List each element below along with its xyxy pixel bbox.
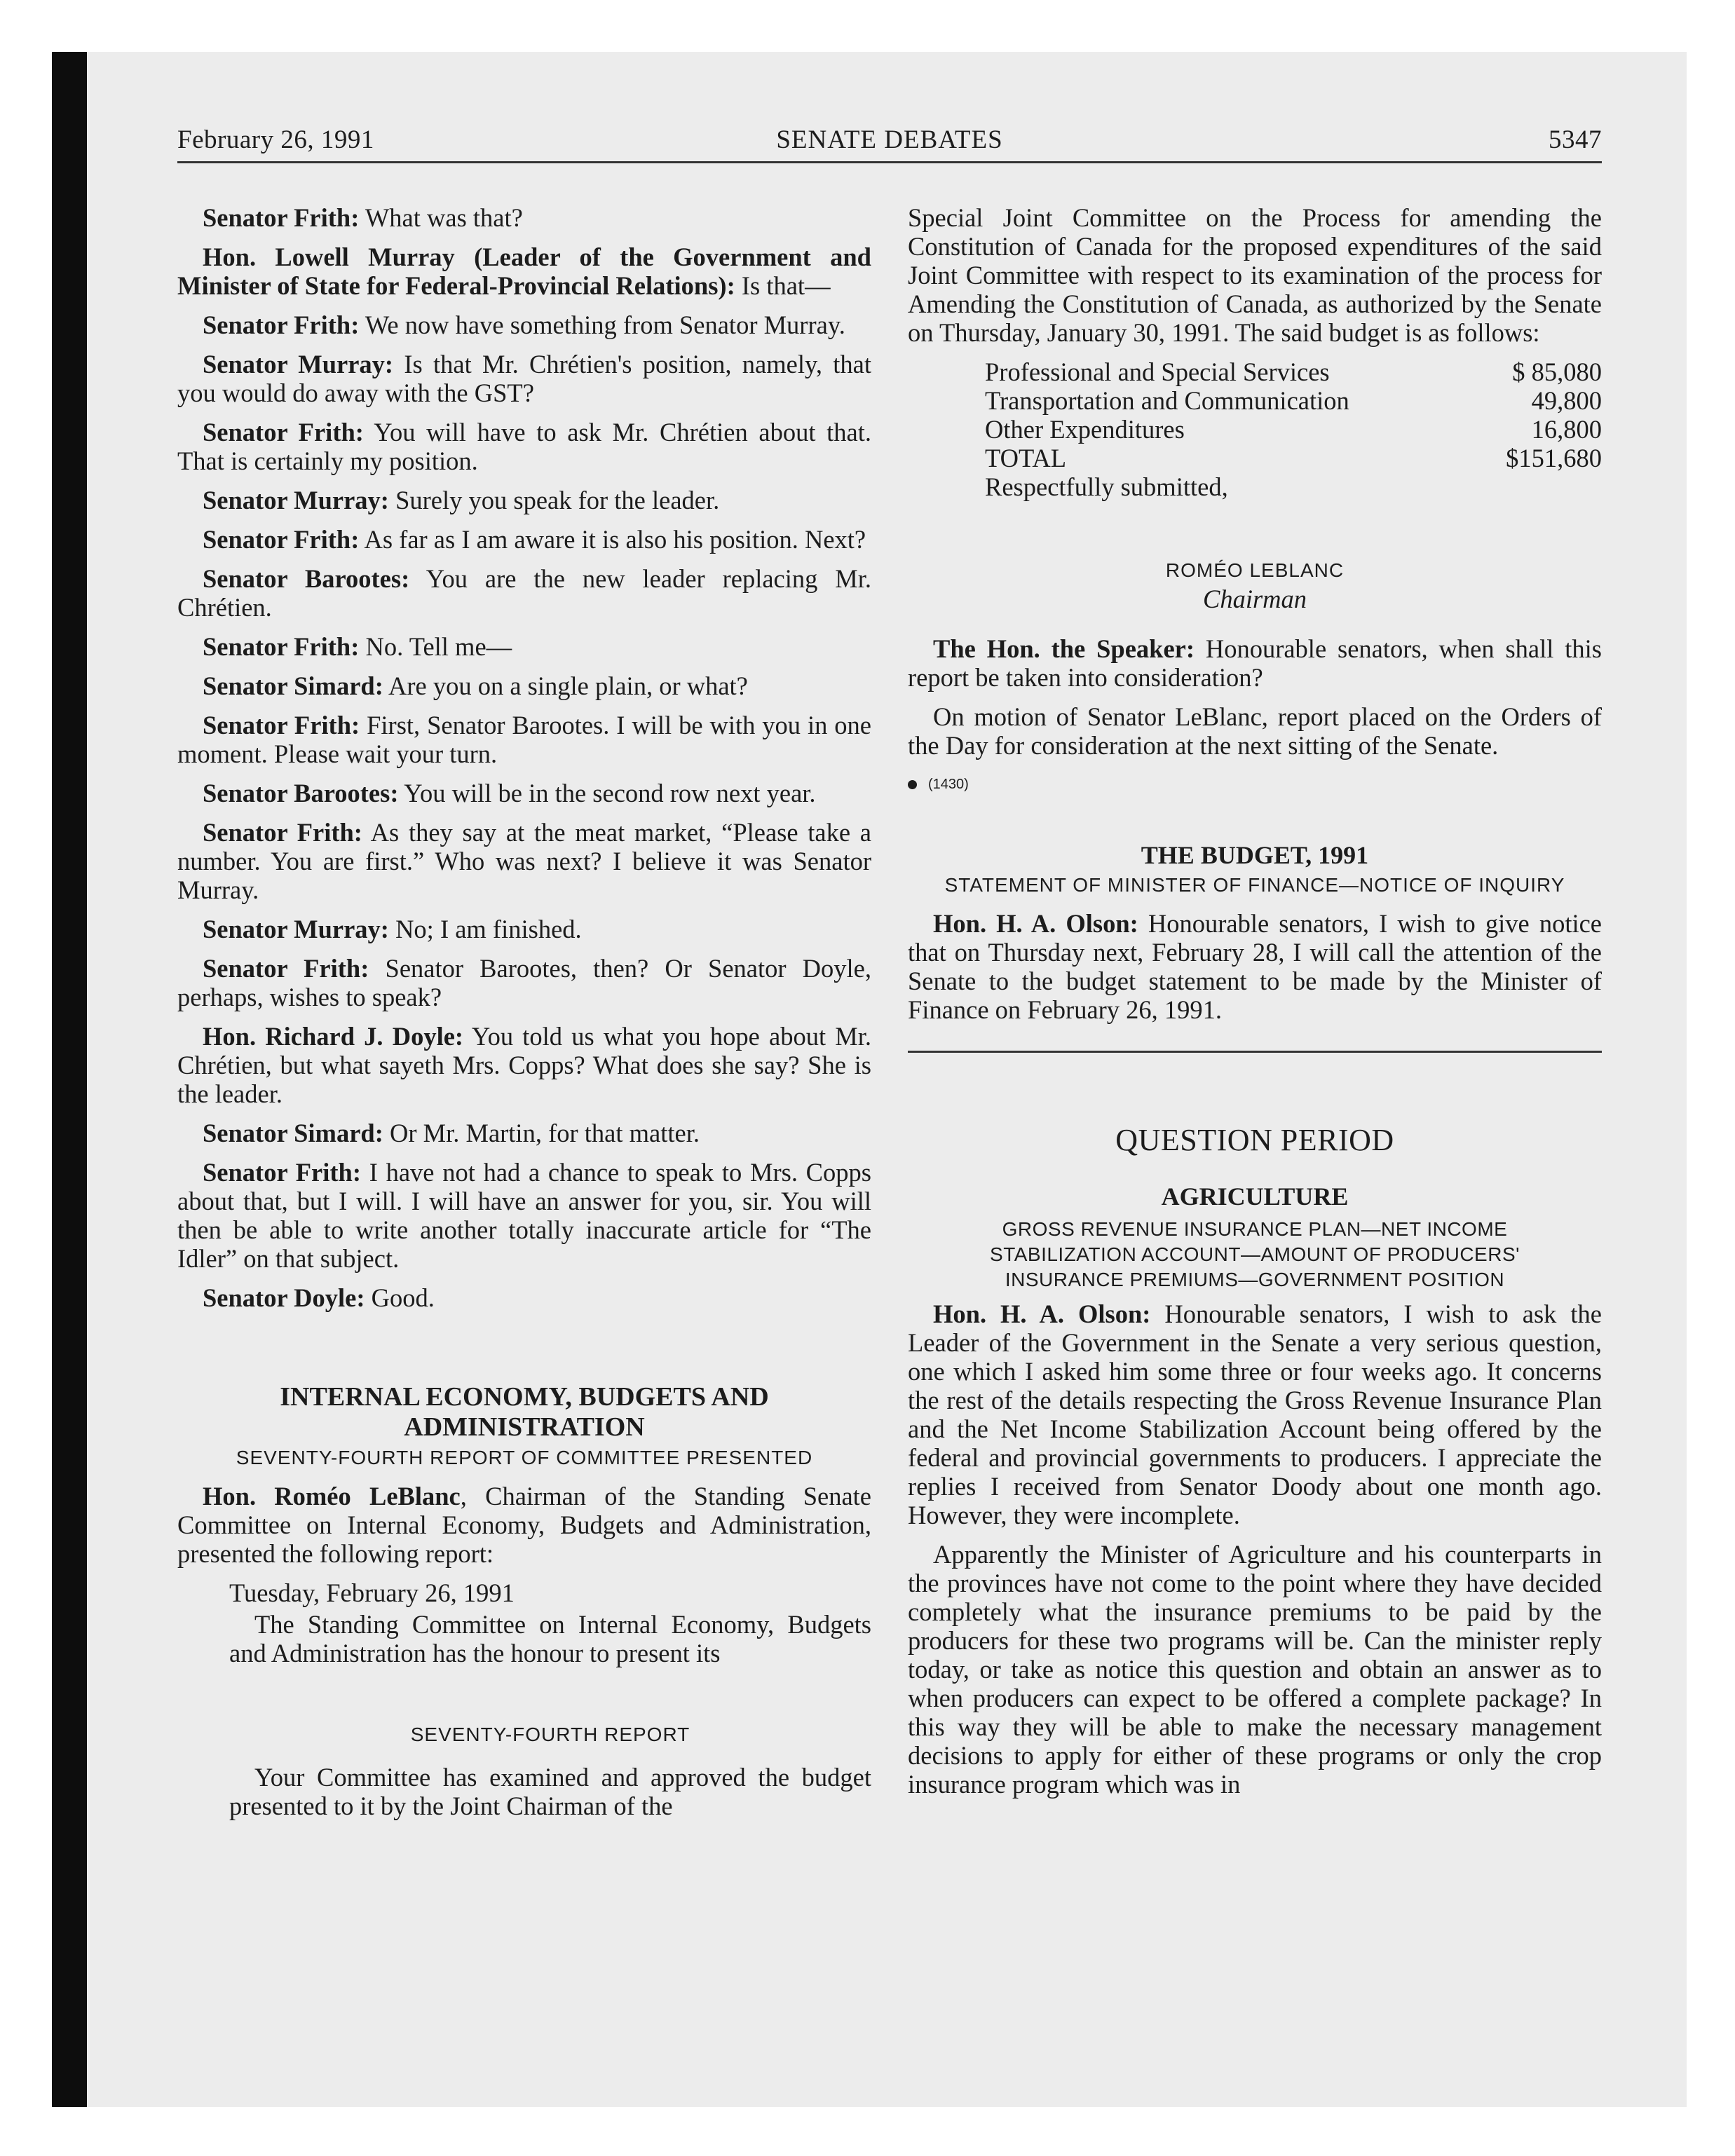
speech-text: Is that— xyxy=(735,271,831,300)
speech-text: You told us what you hope about Mr. Chrétien, but what sayeth Mrs. Copps? What does she say? She is the leader. xyxy=(177,1022,871,1108)
speaker-name: Senator Frith: xyxy=(203,311,360,339)
section-divider xyxy=(908,1051,1602,1053)
exchange-paragraph xyxy=(177,1283,871,1312)
speech-text: I have not had a chance to speak to Mrs. Copps about that, but I will. I will have an answer for you, sir. You will then be able to write another totally inaccurate article for “The Idler” on that subject. xyxy=(177,1158,871,1273)
speaker-name: Hon. Richard J. Doyle: xyxy=(203,1022,464,1051)
speech-text: As they say at the meat market, “Please take a number. You are first.” Who was next? I believe it was Senator Murray. xyxy=(177,818,871,904)
header-date: February 26, 1991 xyxy=(177,125,374,154)
budget-amount: 16,800 xyxy=(1531,415,1602,444)
speech-text: Senator Barootes, then? Or Senator Doyle, perhaps, wishes to speak? xyxy=(177,954,871,1011)
report-continuation: Special Joint Committee on the Process for amending the Constitution of Canada for the proposed expenditures of the said Joint Committee with respect to its examination of the process for Amending the Constitution of Canada, as authorized by the Senate on Thursday, January 30, 1991. The said budget is as follows: xyxy=(908,203,1602,347)
speaker-name: Senator Frith: xyxy=(203,818,362,847)
speaker-name: Senator Frith: xyxy=(203,525,360,554)
speaker-name: Senator Murray: xyxy=(203,486,389,514)
speech-text: As far as I am aware it is also his position. Next? xyxy=(359,525,866,554)
speaker-name: Hon. Roméo LeBlanc xyxy=(203,1482,461,1510)
speaker-name: Senator Frith: xyxy=(203,418,364,446)
agriculture-heading: AGRICULTURE xyxy=(1161,1182,1349,1210)
speech-text: Good. xyxy=(365,1283,435,1312)
speech-text: Are you on a single plain, or what? xyxy=(383,671,748,700)
budget-amount: $151,680 xyxy=(1506,444,1602,472)
table-row xyxy=(985,386,1602,415)
speaker-name: Hon. H. A. Olson: xyxy=(933,1299,1151,1328)
exchange-paragraph xyxy=(177,818,871,904)
subheading-line: GROSS REVENUE INSURANCE PLAN—NET INCOME xyxy=(1002,1218,1508,1240)
exchange-paragraph xyxy=(177,915,871,943)
speech-text: You are the new leader replacing Mr. Chrétien. xyxy=(177,564,871,622)
signer-title: Chairman xyxy=(1202,585,1307,613)
speaker-name: Senator Frith: xyxy=(203,632,360,661)
speaker-name: Senator Murray: xyxy=(203,915,389,943)
budget-subheading: STATEMENT OF MINISTER OF FINANCE—NOTICE OF INQUIRY xyxy=(944,874,1565,896)
speech-text: , Chairman of the Standing Senate Committee on Internal Economy, Budgets and Administration, presented the following report: xyxy=(177,1482,871,1568)
budget-table xyxy=(985,357,1602,472)
speaker-name: Hon. Lowell Murray (Leader of the Government and Minister of State for Federal-Provincial Relations): xyxy=(177,243,871,300)
speech-text: You will have to ask Mr. Chrétien about that. That is certainly my position. xyxy=(177,418,871,475)
budget-heading: THE BUDGET, 1991 xyxy=(1141,841,1369,869)
bullet-icon xyxy=(908,780,917,789)
speaker-name: Senator Doyle: xyxy=(203,1283,365,1312)
report-intro: The Standing Committee on Internal Economy, Budgets and Administration has the honour to present its xyxy=(229,1610,871,1667)
speech-text: Honourable senators, I wish to give notice that on Thursday next, February 28, I will call the attention of the Senate to the budget statement to be made by the Minister of Finance on February 26, 1991. xyxy=(908,909,1602,1024)
table-row xyxy=(985,357,1602,386)
speaker-name: Senator Barootes: xyxy=(203,564,410,593)
speaker-name: Senator Frith: xyxy=(203,1158,361,1187)
budget-item: Other Expenditures xyxy=(985,415,1185,444)
speech-text: Is that Mr. Chrétien's position, namely, that you would do away with the GST? xyxy=(177,350,871,407)
budget-item: Transportation and Communication xyxy=(985,386,1349,415)
exchange-paragraph xyxy=(177,1158,871,1273)
exchange-paragraph xyxy=(177,350,871,407)
speaker-name: Senator Frith: xyxy=(203,711,360,739)
budget-item: TOTAL xyxy=(985,444,1067,472)
exchange-paragraph xyxy=(177,203,871,232)
speech-text: Honourable senators, I wish to ask the Leader of the Government in the Senate a very serious question, one which I asked him some three or four weeks ago. It concerns the rest of the details respecting the Gross Revenue Insurance Plan and the Net Income Stabilization Account being offered by the federal and provincial governments to producers. I appreciate the replies I received from Senator Doody about one month ago. However, they were incomplete. xyxy=(908,1299,1602,1529)
speech-text: First, Senator Barootes. I will be with you in one moment. Please wait your turn. xyxy=(177,711,871,768)
section-title: INTERNAL ECONOMY, BUDGETS AND ADMINISTRATION xyxy=(280,1382,769,1442)
budget-amount: $ 85,080 xyxy=(1512,357,1602,386)
binding-edge xyxy=(52,52,87,2107)
speaker-name: Senator Simard: xyxy=(203,671,383,700)
exchange-paragraph xyxy=(177,243,871,300)
report-text: Your Committee has examined and approved the budget presented to it by the Joint Chairman of the xyxy=(229,1763,871,1820)
budget-amount: 49,800 xyxy=(1531,386,1602,415)
exchange-paragraph xyxy=(177,779,871,807)
speaker-question xyxy=(908,634,1602,692)
exchange-paragraph xyxy=(177,525,871,554)
question-paragraph xyxy=(908,1299,1602,1529)
budget-item: Professional and Special Services xyxy=(985,357,1330,386)
exchange-paragraph xyxy=(177,564,871,622)
left-column xyxy=(177,203,871,1820)
submitted-line: Respectfully submitted, xyxy=(985,472,1228,501)
header-page-number: 5347 xyxy=(1549,125,1602,154)
speech-text: Surely you speak for the leader. xyxy=(388,486,720,514)
speaker-name: Senator Barootes: xyxy=(203,779,399,807)
speaker-name: The Hon. the Speaker: xyxy=(933,634,1195,663)
subheading-line: INSURANCE PREMIUMS—GOVERNMENT POSITION xyxy=(1005,1269,1505,1290)
speech-text: Honourable senators, when shall this report be taken into consideration? xyxy=(908,634,1602,692)
speaker-name: Senator Simard: xyxy=(203,1119,383,1147)
agriculture-subheading xyxy=(908,1217,1602,1292)
notice-paragraph xyxy=(908,909,1602,1024)
page-header xyxy=(177,125,1602,163)
time-marker xyxy=(908,770,1602,799)
speaker-name: Senator Frith: xyxy=(203,954,369,983)
table-row xyxy=(985,415,1602,444)
exchange-paragraph xyxy=(177,632,871,661)
speech-text: Or Mr. Martin, for that matter. xyxy=(383,1119,700,1147)
motion-paragraph: On motion of Senator LeBlanc, report placed on the Orders of the Day for consideration at the next sitting of the Senate. xyxy=(908,702,1602,760)
speaker-name: Senator Frith: xyxy=(203,203,360,232)
exchange-paragraph xyxy=(177,1119,871,1147)
exchange-paragraph xyxy=(177,486,871,514)
section-subtitle: SEVENTY-FOURTH REPORT OF COMMITTEE PRESENTED xyxy=(236,1447,813,1468)
report-date: Tuesday, February 26, 1991 xyxy=(229,1578,515,1607)
subheading-line: STABILIZATION ACCOUNT—AMOUNT OF PRODUCERS' xyxy=(990,1243,1520,1265)
exchange-paragraph xyxy=(177,1022,871,1108)
exchange-paragraph xyxy=(177,311,871,339)
time-marker-text: (1430) xyxy=(928,777,969,792)
exchange-paragraph xyxy=(177,954,871,1011)
speech-text: No; I am finished. xyxy=(388,915,582,943)
speaker-name: Hon. H. A. Olson: xyxy=(933,909,1138,938)
speech-text: No. Tell me— xyxy=(359,632,512,661)
header-publication: SENATE DEBATES xyxy=(776,125,1003,154)
exchange-paragraph xyxy=(177,671,871,700)
exchange-paragraph xyxy=(177,418,871,475)
question-paragraph-continued: Apparently the Minister of Agriculture and his counterparts in the provinces have not come to the point where they have decided completely what the insurance premiums to be paid by the producers for these two programs will be. Can the minister reply today, or take as notice this question and obtain an answer as to when producers can expect to be offered a complete package? In this way they will be able to make the necessary management decisions to apply for either of these programs or only the crop insurance program which was in xyxy=(908,1540,1602,1799)
speech-text: We now have something from Senator Murray. xyxy=(359,311,845,339)
report-title: SEVENTY-FOURTH REPORT xyxy=(410,1724,690,1745)
presenter-paragraph xyxy=(177,1482,871,1568)
question-period-title: QUESTION PERIOD xyxy=(1115,1123,1394,1157)
speaker-name: Senator Murray: xyxy=(203,350,394,378)
right-column xyxy=(908,203,1602,1809)
table-row xyxy=(985,444,1602,472)
speech-text: What was that? xyxy=(359,203,523,232)
speech-text: You will be in the second row next year. xyxy=(398,779,816,807)
exchange-paragraph xyxy=(177,711,871,768)
signer-name: ROMÉO LEBLANC xyxy=(1165,559,1345,581)
